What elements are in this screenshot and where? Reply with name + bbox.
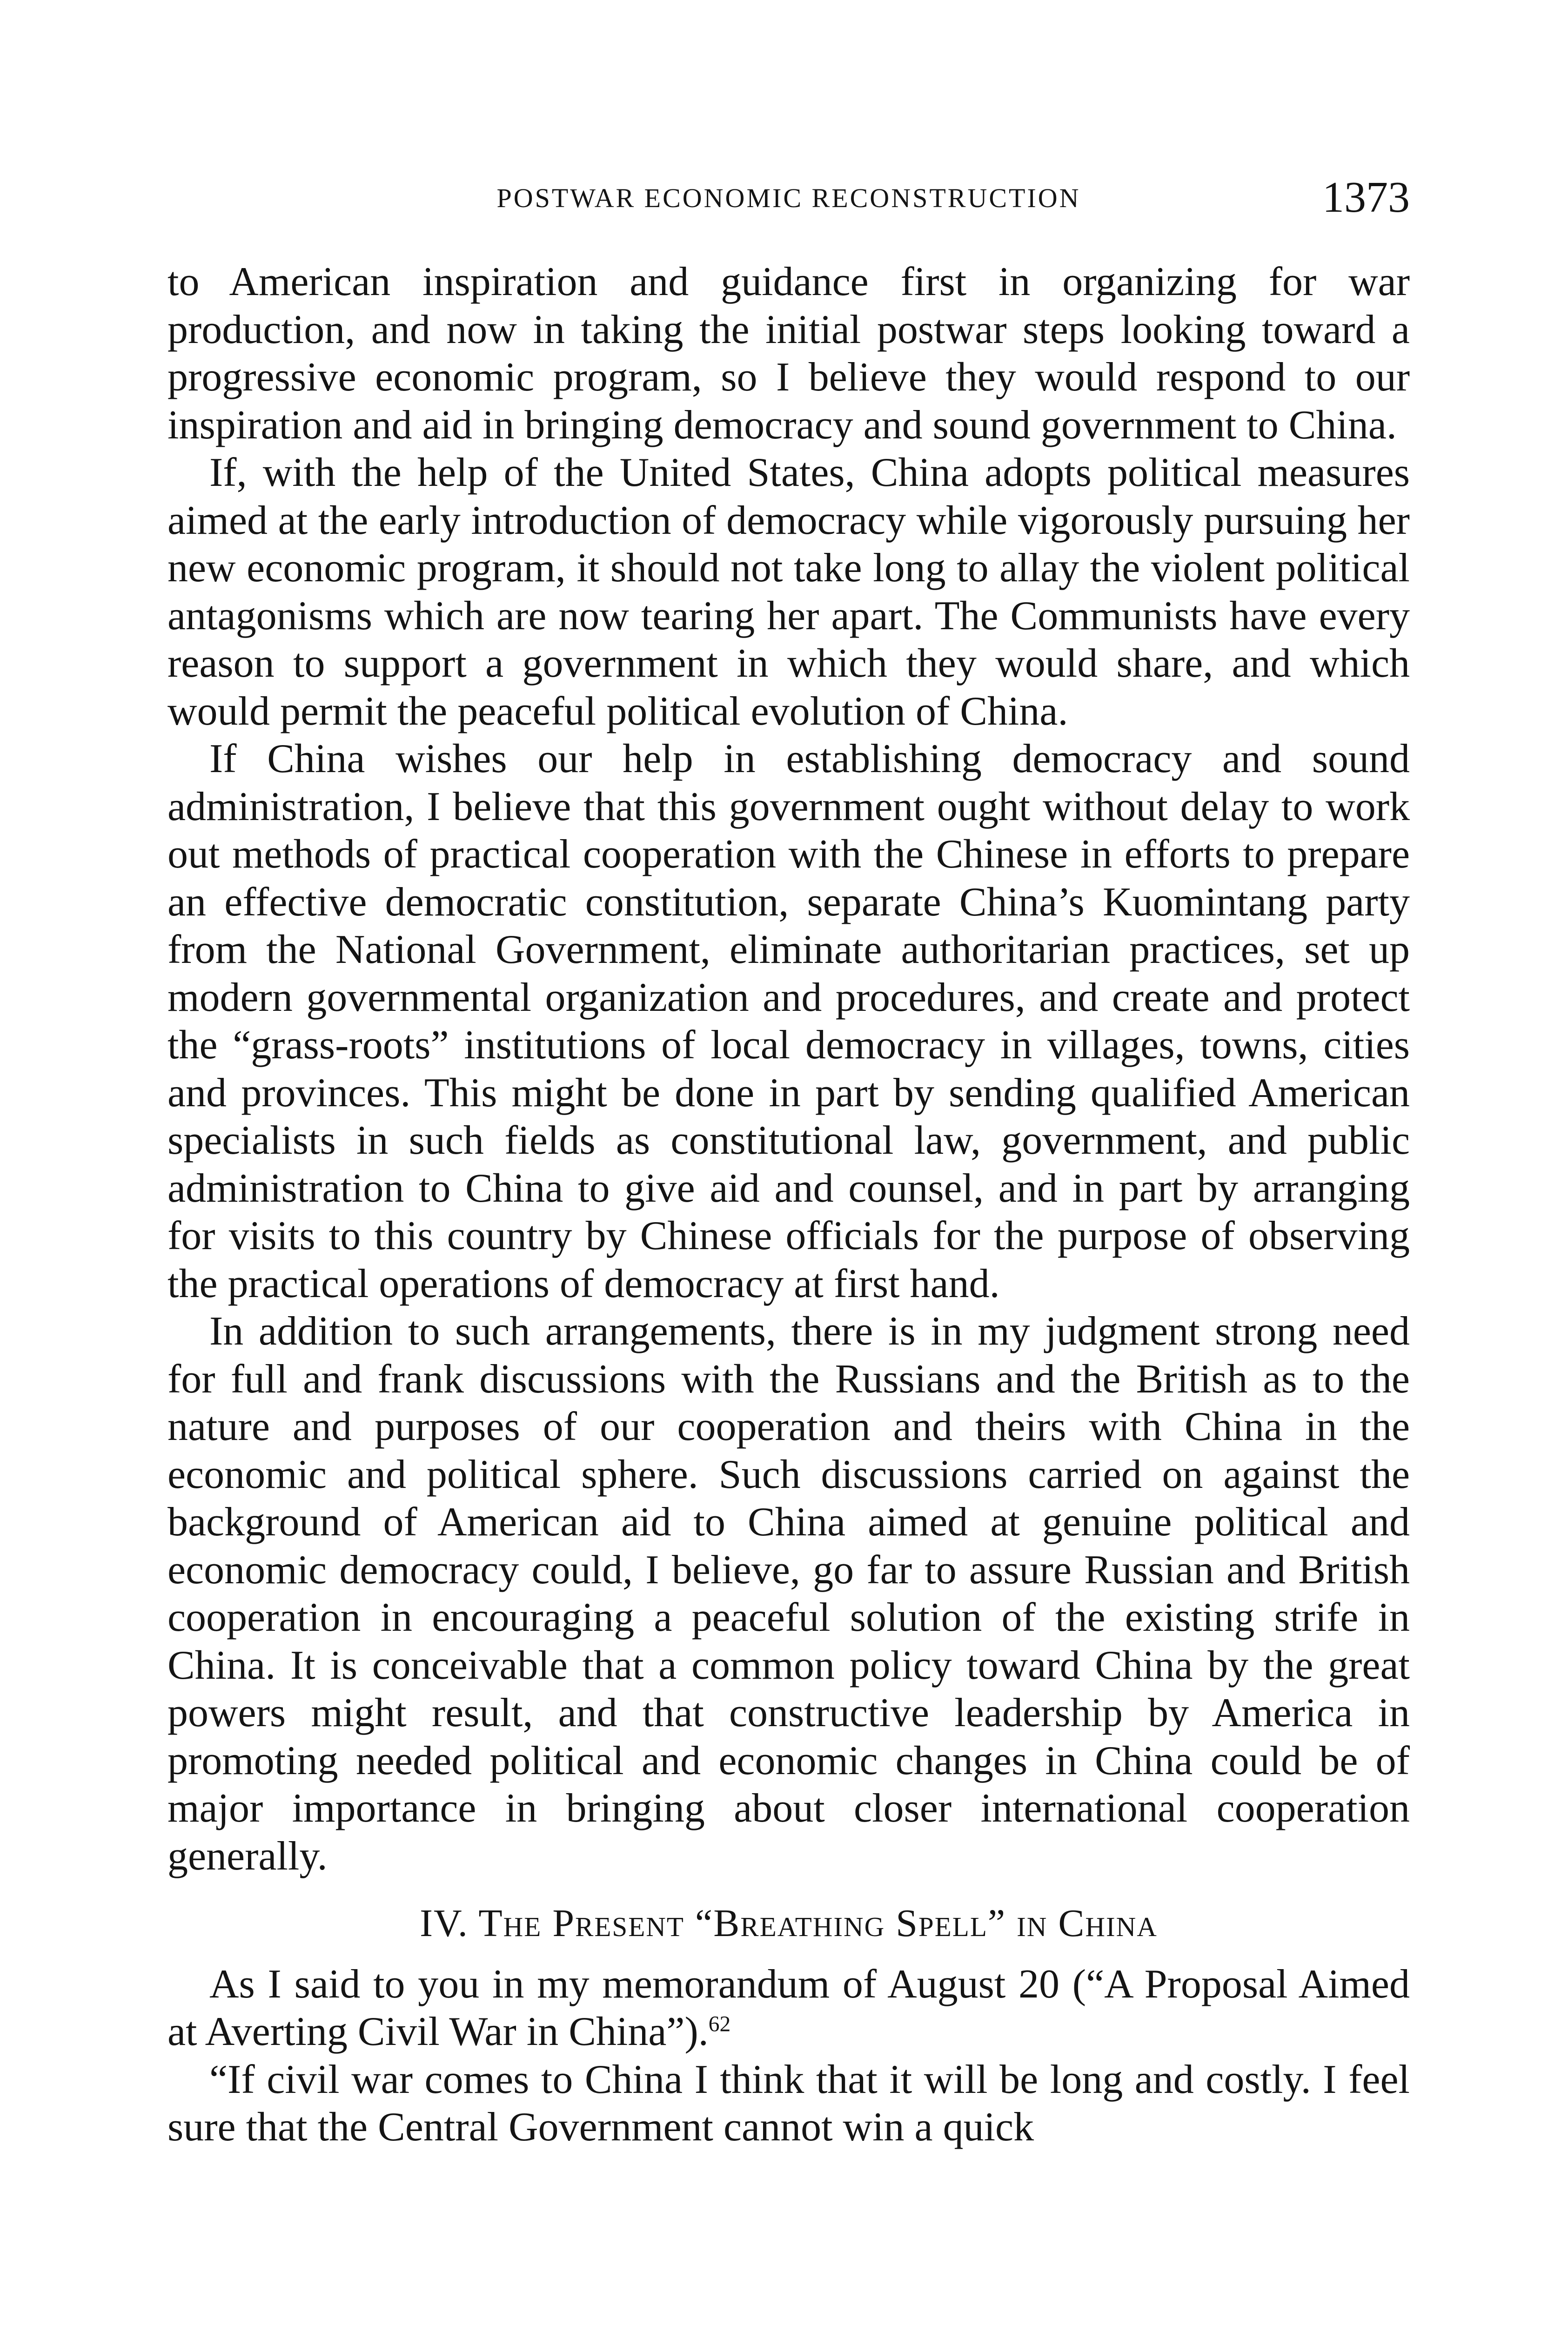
running-head	[168, 172, 1410, 228]
paragraph-political-measures: If, with the help of the United States, China adopts political measures aimed at the early introduction of democracy while vigorously pursuing her new economic program, it should not take long to allay the violent political antagonisms which are now tearing her apart. The Communists have every reason to support a government in which they would share, and which would permit the peaceful political evolution of China.	[168, 450, 1410, 734]
paragraph-quote: “If civil war comes to China I think that it will be long and costly. I feel sure that the Central Government cannot win a quick	[168, 2057, 1410, 2150]
running-title: POSTWAR ECONOMIC RECONSTRUCTION	[496, 183, 1081, 213]
paragraph-discussions: In addition to such arrangements, there is in my judgment strong need for full and frank discussions with the Russians and the British as to the nature and purposes of our cooperation and theirs with China in the economic and political sphere. Such discussions carried on against the background of American aid to China aimed at genuine political and economic democracy could, I believe, go far to assure Russian and British cooperation in encouraging a peaceful solution of the existing strife in China. It is conceivable that a common policy toward China by the great powers might result, and that constructive leadership by America in promoting needed political and economic changes in China could be of major importance in bringing about closer international cooperation generally.	[168, 1309, 1410, 1879]
paragraph-democracy-help: If China wishes our help in establishing democracy and sound administration, I believe that this government ought without delay to work out methods of practical cooperation with the Chinese in efforts to prepare an effective democratic constitution, separate China’s Kuomintang party from the National Government, eliminate authoritarian practices, set up modern governmental organization and procedures, and create and protect the “grass-roots” institutions of local democracy in villages, towns, cities and provinces. This might be done in part by sending qualified American specialists in such fields as constitutional law, government, and public administration to China to give aid and counsel, and in part by arranging for visits to this country by Chinese officials for the purpose of observing the practical operations of democracy at first hand.	[168, 736, 1410, 1306]
paragraph-continuation: to American inspiration and guidance first in organizing for war production, and now in taking the initial postwar steps looking toward a progressive economic program, so I believe they would respond to our inspiration and aid in bringing democracy and sound government to China.	[168, 259, 1410, 448]
body-text	[168, 258, 1410, 2152]
section-heading: IV. The Present “Breathing Spell” in China	[420, 1902, 1158, 1945]
section-intro-text: As I said to you in my memorandum of August 20 (“A Proposal Aimed at Averting Civil War in China”).	[168, 1961, 1410, 2054]
footnote-reference: 62	[708, 2012, 731, 2037]
page-number: 1373	[1322, 173, 1410, 222]
paragraph-section-intro	[168, 1961, 1410, 2056]
